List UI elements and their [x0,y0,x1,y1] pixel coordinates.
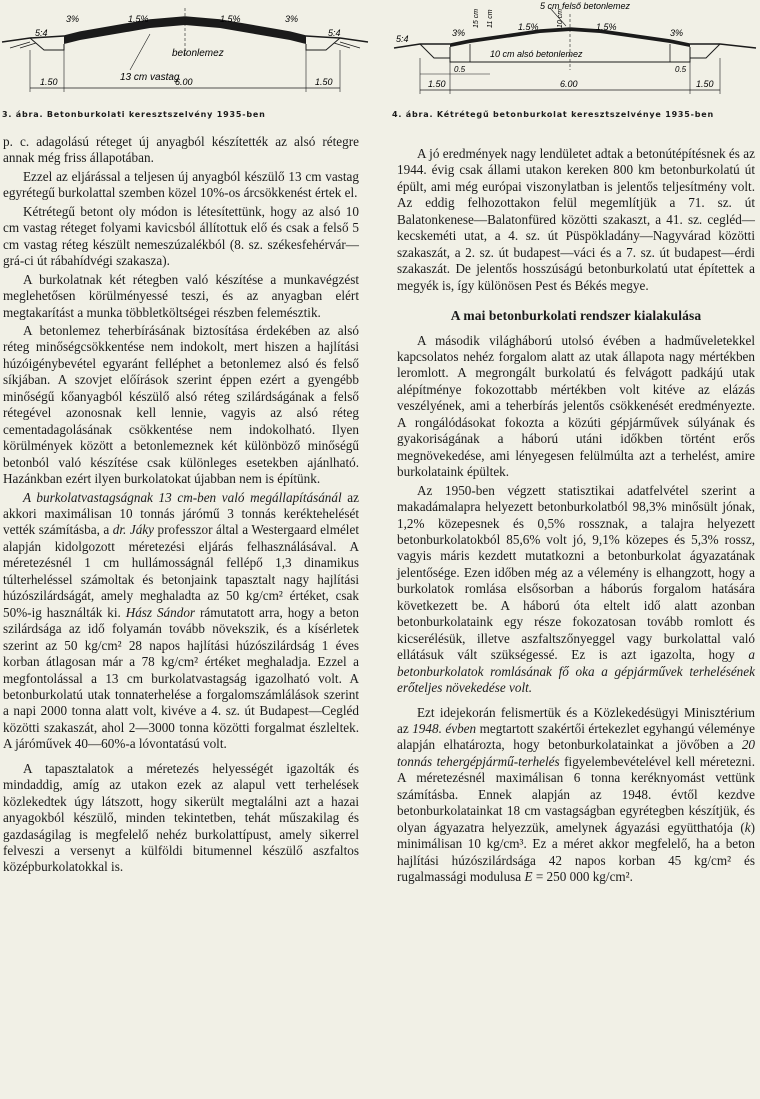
fig3-dim-pavement: 6.00 [175,77,193,87]
paragraph: A burkolatnak két rétegben való készítése a munkavégzést meglehetősen körülményessé teszi, és az anyagban elért megtakarítást a munka többletköltségei részben felemésztik. [3,271,359,320]
fig4-thickness-mid: 11 cm [487,9,494,28]
fig3-slope-shoulder-left: 3% [66,14,80,24]
paragraph: Ezzel az eljárással a teljesen új anyagból készülő 13 cm vastag egyrétegű burkolattal szemben közel 10%-os árcsökkenést értek el. [3,168,359,201]
figure-4-cross-section [390,0,760,108]
paragraph: A tapasztalatok a méretezés helyességét igazolták és mindaddig, amíg az utakon ezek az alapul vett terhelések közlekedtek úgy látszott, hogy sikerült megtalálni azt a hazai anyagokból készülő, minden tekintetben, tehát műszakilag és gazdaságilag is megfelelő nehéz burkolattípust, amely sikerrel felveszi a versenyt a külföldi bitumennel készülő aszfaltos középburkolatokkal is. [3,760,359,875]
paragraph [3,490,359,753]
text-run: = 250 000 kg/cm². [532,869,633,885]
fig4-dim-pavement: 6.00 [560,79,578,89]
emphasis: 20 tonnás tehergépjármű-terhelés [397,737,755,769]
fig4-dim-a: 0.5 [454,65,466,74]
emphasis: 1948. évben [412,720,477,736]
fig3-dim-shoulder-left: 1.50 [40,77,58,87]
fig3-dim-shoulder-right: 1.50 [315,77,333,87]
text-run: megtartott szakértői értekezlet egyhangú véleménye alapján elhatározta, hogy betonburkolatainkat a jövőben a [397,720,755,753]
fig3-slope-shoulder-right: 3% [285,14,299,24]
text-run: figyelembevételével kell méretezni. A méretezésnél maximálisan 6 tonna keréknyomást vettünk számításba. Ennek alapján az 1948. évtől kezdve betonburkolatainkat 18 cm vastagságban egyrétegben készítjük, és olyan ágyazatra helyezzük, amelynek ágyazási együtthatója ( [397,753,756,835]
fig3-slope-outer-right: 5:4 [328,28,341,38]
fig3-slab-label: betonlemez [172,48,224,59]
text-run: Ezt idejekorán felismertük és a Közlekedésügyi Minisztérium az [397,704,755,736]
fig3-thickness-label: 13 cm vastag [120,72,180,83]
emphasis: E [524,869,533,885]
fig4-thickness-right: 10 cm [557,8,564,28]
fig4-dim-b: 0.5 [675,65,687,74]
paragraph: A betonlemez teherbírásának biztosítása érdekében az alsó réteg minőségcsökkentése nem indokolt, mert hiszen a hajlítási húzóigénybevétel egyaránt felléphet a betonlemez alsó és felső síkjában. A szovjet előírások szerint éppen ezért a gyengébb minőségű kőanyagból készülő alsó réteg szilárdságának a felső rétegével azonosnak kell lennie, vagyis az alsó réteg cementadagolásának csökkentése nem indokolható. Ilyen körülmények között a betonlemeznek két különböző minőségű betonból való készítése csak különleges esetekben ajánlható. Hazánkban ezért ilyen burkolatokat újabban nem is építünk. [3,322,359,487]
paragraph: Kétrétegű betont oly módon is létesítettünk, hogy az alsó 10 cm vastag réteget folyami kavicsból állítottuk elő és csak a felső 5 cm vastag réteg készült nemeszúzalékból (8. sz. székesfehérvár—grá-ci út rábahídvégi szakasza). [3,203,359,269]
fig4-top-layer-label: 5 cm felső betonlemez [540,1,631,11]
text-run: professzor által a Westergaard elmélet alapján kidolgozott méretezési eljárás felhasználásával. A méretezésnél 1 cm hullámosságnál fellépő 1,3 dinamikus túlterheléssel számoltak és betonjaink tapasztalt nagy hajlítási húzószilárdságát, amely meghaladta az 50 kg/cm² értéket, csak 50%-ig használták ki. [3,522,359,620]
text-run: rámutatott arra, hogy a beton szilárdsága az idő folyamán tovább növekszik, és a kísérletek szerint az 50 kg/cm² 28 napos hajlítási húzószilárdság 1 éves korban átlagosan már a 78 kg/cm² értéket meghaladja. Ezzel a megfontolással a 13 cm burkolatvastagság igazolható volt. A betonburkolatú utak tonnaterhelése a forgalomszámlálások szerint a napi 2000 tonna alatt volt, kivéve a 4. sz. út Budapest—Cegléd közötti szakaszát, ahol 2—3000 tonna közötti forgalmat észleltek. A járóművek 40—60%-a lóvontatású volt. [3,604,360,752]
fig3-slope-center-left: 1.5% [128,14,149,24]
fig4-slope-center-right: 1.5% [596,22,617,32]
fig3-slope-center-right: 1.5% [220,14,241,24]
paragraph [397,483,755,697]
emphasis: Hász Sándor [125,604,196,620]
fig4-dim-shoulder-right: 1.50 [696,79,714,89]
text-run: ) minimálisan 10 kg/cm³. Ez a méret akkor megfelelő, ha a beton hajlítási húzószilárdsága 42 napos korban 45 kg/cm² és rugalmassági modulusa [397,819,755,885]
emphasis: dr. Jáky [112,522,155,538]
text-run: Az 1950-ben végzett statisztikai adatfelvétel szerint a makadámalapra helyezett betonburkolatból 98,3% minősült jónak, 1,2% közepesnek és 0,5% rossznak, a talajra helyezett betonburkolatokból 85,6% volt jó, 9,1% közepes és 5,3% rossz, vagyis máris kezdett mutatkozni a betonburkolat ágyazatának jelentősége. Ezen időben még az a vélemény is elhangzott, hogy a burkolatok romlása elsősorban a háborús forgalom hatására következett be. A háború óta eltelt idő alatt azonban betonburkolataink egy része fokozatosan tovább romlott és kicserélésük, illetve aszfaltszőnyeggel vagy burkolattal való ellátásuk vált szükségessé. Ez is azt igazolta, hogy [397,482,755,663]
fig3-slope-outer-left: 5:4 [35,28,48,38]
text-run: az akkori maximálisan 10 tonnás járómű 3 tonnás keréktehelését vették számításba, a [3,489,359,538]
fig4-slope-shoulder-left: 3% [452,28,466,38]
right-column [397,146,755,885]
paragraph: A jó eredmények nagy lendületet adtak a betonútépítésnek és az 1944. évig csak állami utakon kereken 800 km betonburkolatú út épült, ami még európai viszonylatban is jelentős teljesítmény volt. Az eddig felhozottakon felül megemlítjük a 71. sz. út Balatonkenese—Balatonfüred közötti szakaszt, a 41. sz. cegléd—kecskeméti utat, a 4. sz. út Püspökladány—Nagyvárad közötti szakaszát, a 2. sz. út budapest—váci és a 7. sz. út budapest—érdi szakaszát. De jelentős hosszúságú betonburkolatú utat építettek a megyék is, így különösen Pest és Békés megye. [397,146,755,293]
fig4-dim-shoulder-left: 1.50 [428,79,446,89]
fig4-lower-layer-label: 10 cm alsó betonlemez [490,49,583,59]
left-column [3,134,359,876]
section-heading: A mai betonburkolati rendszer kialakulása [450,308,702,324]
emphasis: A burkolatvastagságnak 13 cm-ben való megállapításánál [23,489,342,505]
paragraph: A második világháború utolsó évében a hadműveletekkel kapcsolatos nehéz forgalom alatt az utak állapota nagy mértékben leromlott. A megrongált burkolatú és felvágott padkájú utak alépítménye fokozottabb mértékben volt kitéve az elázás veszélyének, ami a teherbírás jelentős csökkenését eredményezte. A rongálódásokat fokozta a közúti gépjárművek súlyának és gyakoriságának a háború utáni időkben történt erős megnövekedése, ami lényegesen felülmúlta azt a terhelést, amire burkolataink épültek. [397,332,755,480]
figure-3-caption: 3. ábra. Betonburkolati keresztszelvény 1935-ben [2,110,266,119]
fig4-thickness-left: 15 cm [473,8,480,28]
figure-3-cross-section [0,0,370,108]
fig4-slope-center-left: 1.5% [518,22,539,32]
emphasis: k [744,819,751,835]
figure-4-caption: 4. ábra. Kétrétegű betonburkolat keresztszelvénye 1935-ben [392,110,715,119]
fig4-slope-shoulder-right: 3% [670,28,684,38]
emphasis: a betonburkolatok romlásának fő oka a gépjárművek terhelésének erőteljes növekedése volt. [397,647,755,696]
paragraph: p. c. adagolású réteget új anyagból készítették az alsó rétegre annak még friss állapotában. [3,134,359,166]
paragraph [397,705,755,886]
fig4-slope-outer-left: 5:4 [396,34,409,44]
